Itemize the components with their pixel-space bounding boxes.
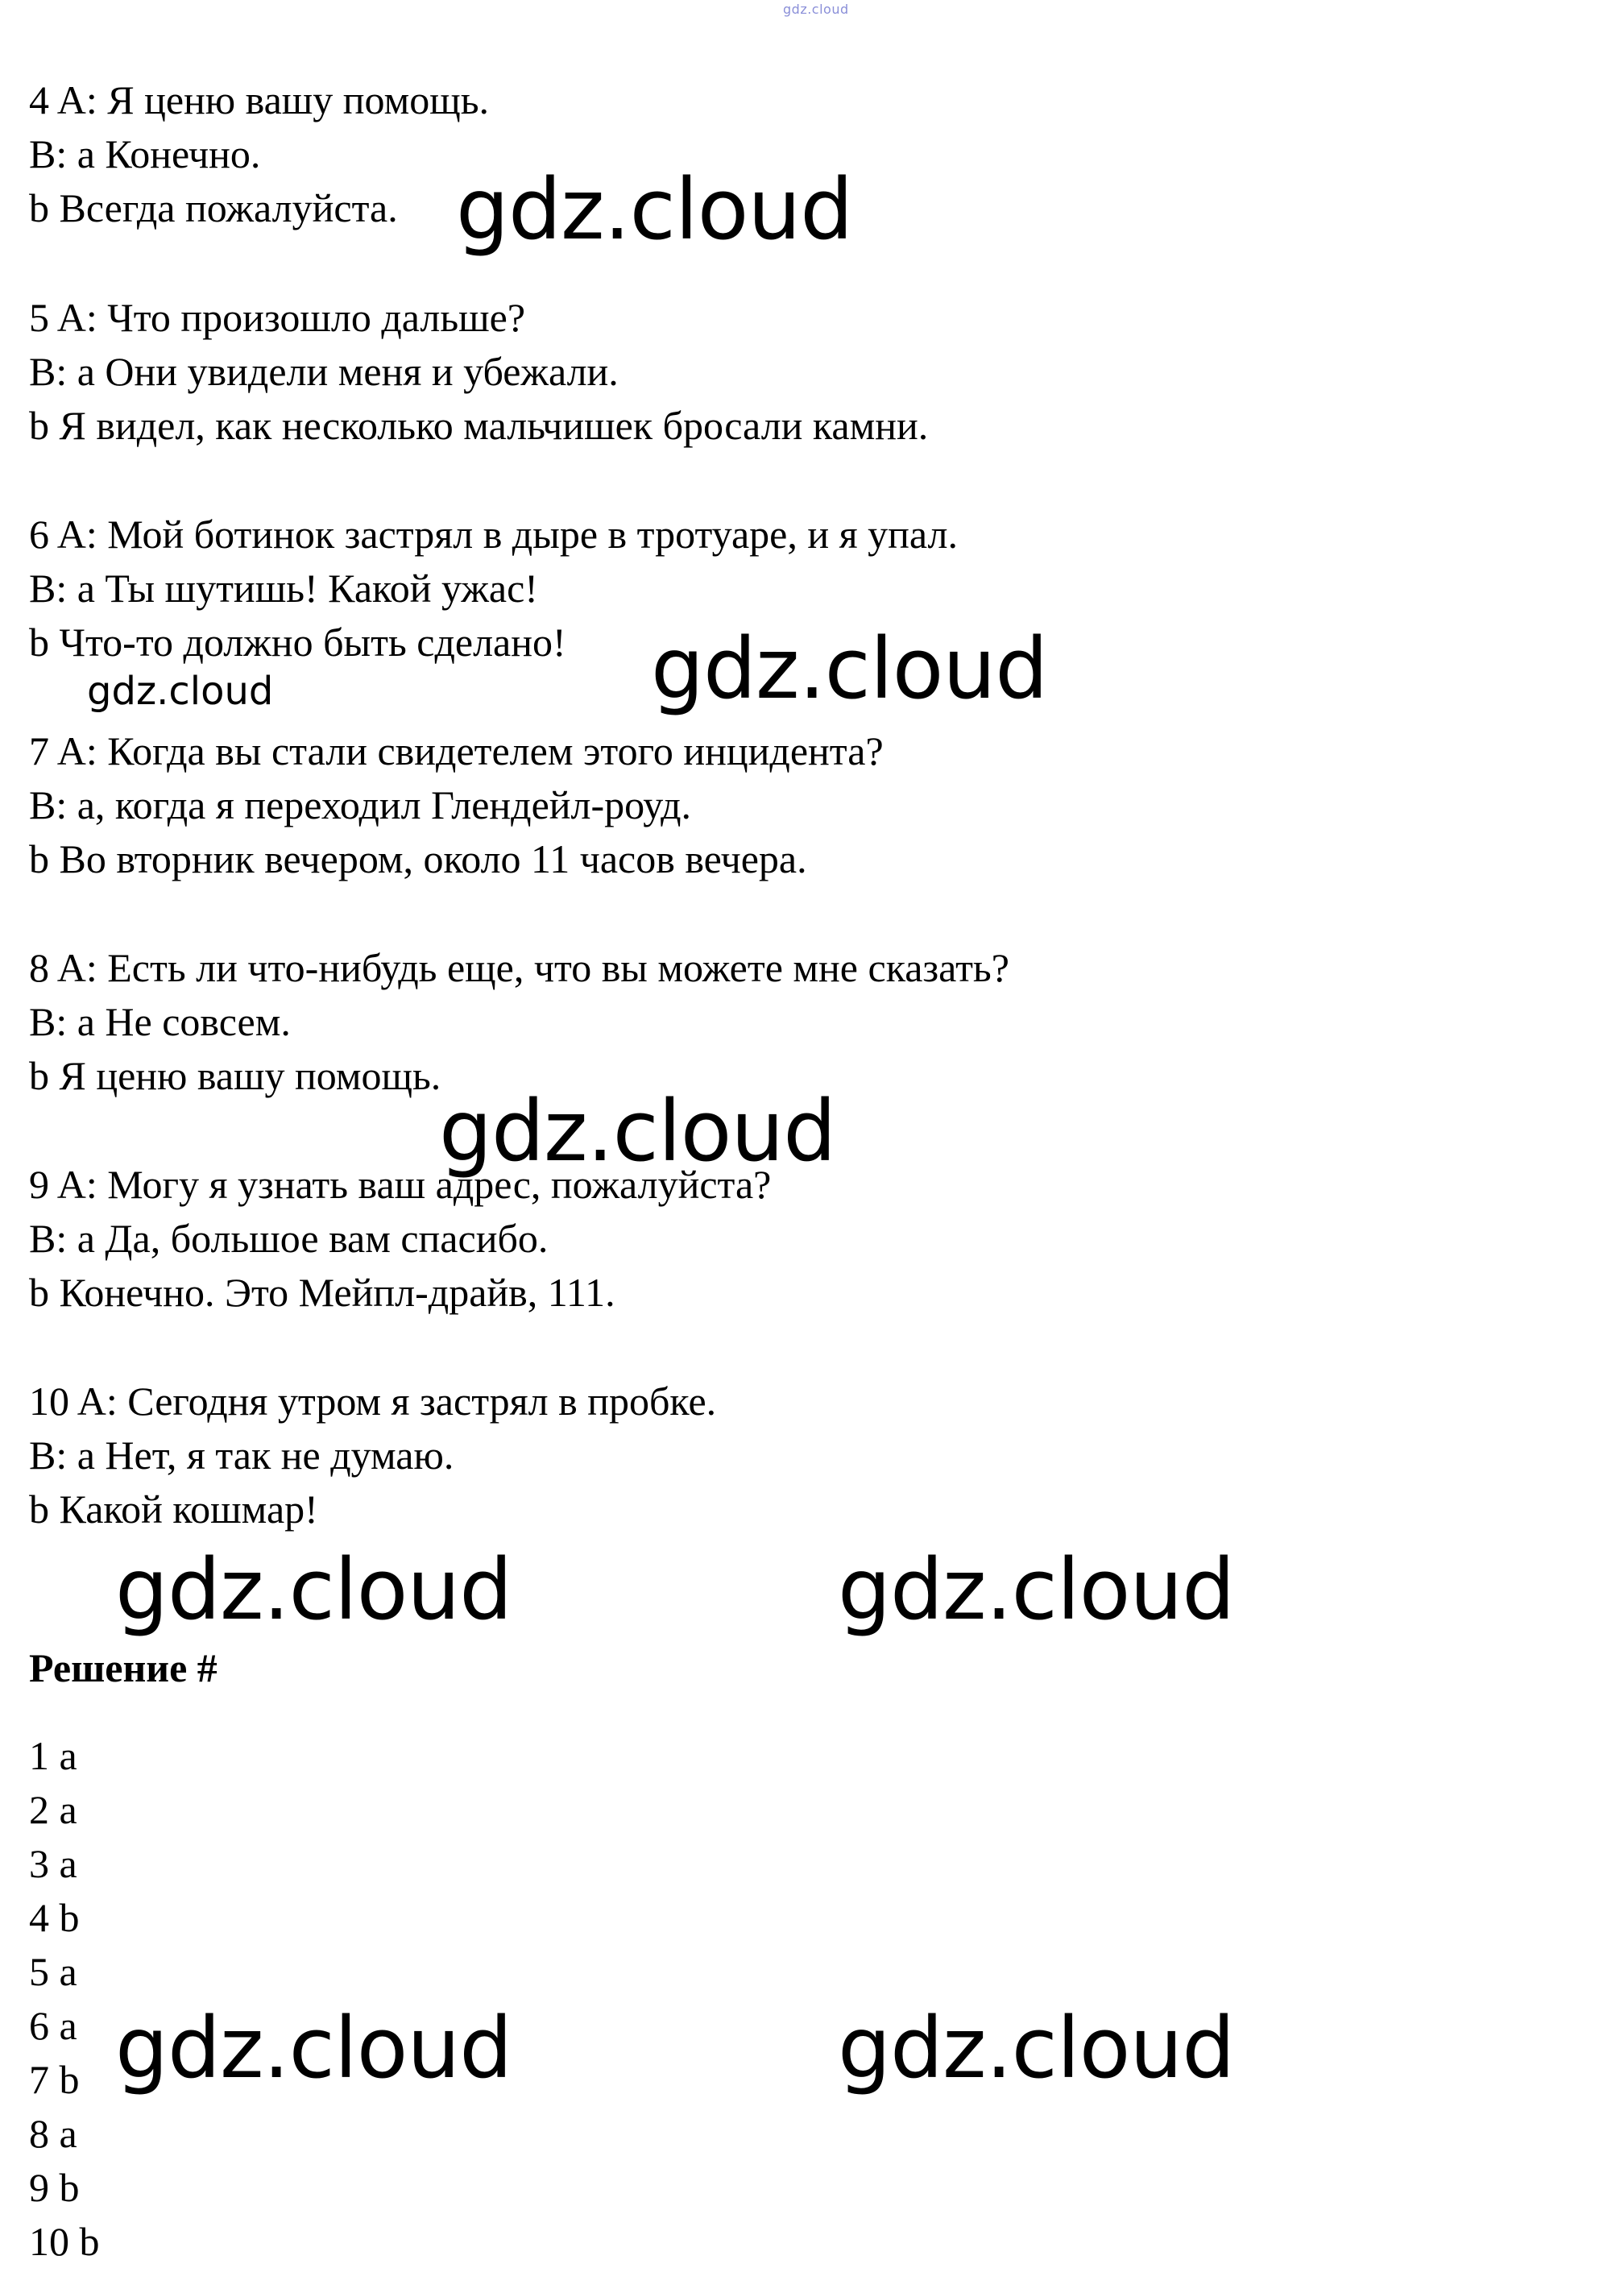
answer-item: 5 a [29, 1949, 77, 1994]
watermark: gdz.cloud [115, 1540, 512, 1639]
dialogue-8-question: 8 A: Есть ли что-нибудь еще, что вы можете мне сказать? [29, 945, 1009, 990]
dialogue-8-option-b: b Я ценю вашу помощь. [29, 1053, 441, 1098]
dialogue-9-question: 9 A: Могу я узнать ваш адрес, пожалуйста? [29, 1162, 772, 1207]
answer-item: 7 b [29, 2057, 80, 2102]
answer-item: 4 b [29, 1895, 80, 1940]
dialogue-6-question: 6 A: Мой ботинок застрял в дыре в тротуаре, и я упал. [29, 512, 958, 557]
dialogue-8-option-a: B: a Не совсем. [29, 999, 291, 1044]
solution-heading: Решение # [29, 1645, 218, 1690]
dialogue-10-option-a: B: a Нет, я так не думаю. [29, 1433, 454, 1478]
dialogue-4-option-b: b Всегда пожалуйста. [29, 185, 398, 230]
watermark-small: gdz.cloud [87, 669, 274, 714]
watermark: gdz.cloud [115, 1999, 512, 2097]
answer-item: 2 a [29, 1787, 77, 1832]
dialogue-6-option-b: b Что-то должно быть сделано! [29, 620, 566, 665]
watermark: gdz.cloud [838, 1540, 1235, 1639]
answer-item: 10 b [29, 2219, 100, 2264]
answer-item: 6 a [29, 2003, 77, 2048]
watermark: gdz.cloud [838, 1999, 1235, 2097]
watermark: gdz.cloud [651, 620, 1048, 718]
dialogue-4-option-a: B: a Конечно. [29, 131, 261, 176]
answer-item: 1 a [29, 1733, 77, 1778]
answer-item: 9 b [29, 2165, 80, 2210]
watermark: gdz.cloud [456, 160, 853, 259]
answer-item: 8 a [29, 2111, 77, 2156]
dialogue-10-option-b: b Какой кошмар! [29, 1487, 318, 1532]
dialogue-7-option-a: B: а, когда я переходил Глендейл-роуд. [29, 782, 692, 827]
dialogue-7-question: 7 A: Когда вы стали свидетелем этого инцидента? [29, 728, 884, 773]
dialogue-9-option-a: B: a Да, большое вам спасибо. [29, 1216, 549, 1261]
answer-item: 3 a [29, 1841, 77, 1886]
watermark: gdz.cloud [439, 1082, 836, 1180]
dialogue-6-option-a: B: a Ты шутишь! Какой ужас! [29, 566, 538, 611]
dialogue-5-option-a: B: a Они увидели меня и убежали. [29, 349, 619, 394]
dialogue-5-option-b: b Я видел, как несколько мальчишек бросали камни. [29, 403, 929, 448]
dialogue-5-question: 5 A: Что произошло дальше? [29, 295, 526, 340]
top-watermark: gdz.cloud [783, 2, 849, 17]
dialogue-7-option-b: b Во вторник вечером, около 11 часов вечера. [29, 836, 807, 881]
dialogue-9-option-b: b Конечно. Это Мейпл-драйв, 111. [29, 1270, 615, 1315]
dialogue-4-question: 4 A: Я ценю вашу помощь. [29, 77, 490, 122]
dialogue-10-question: 10 A: Сегодня утром я застрял в пробке. [29, 1379, 717, 1424]
